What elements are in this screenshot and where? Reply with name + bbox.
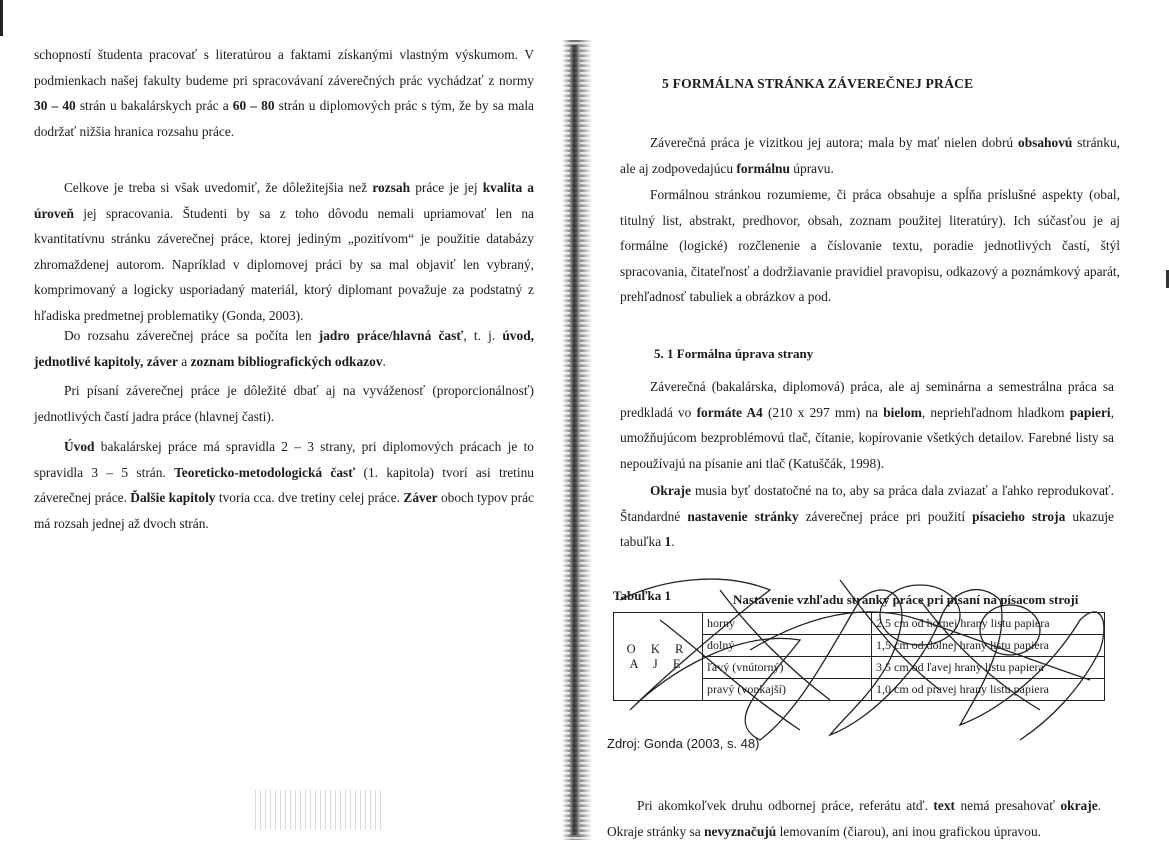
table-title: Nastavenie vzhľadu stránky práce pri písaní na písacom stroji <box>733 592 1079 607</box>
bold-run: jadro práce/hlavná časť <box>318 328 464 343</box>
bold-run: kvalita a úroveň <box>34 180 534 221</box>
text-run: musia byť dostatočné na to, aby sa práca dala zviazať a ľahko reprodukovať. Štandardné <box>620 483 1114 524</box>
text-run: ukazuje tabuľka <box>620 508 1114 549</box>
paragraph-quality <box>34 175 534 328</box>
table-caption: Tabuľka 1 <box>613 588 672 603</box>
paragraph-scope <box>34 42 534 144</box>
text-run: schopností študenta pracovať s literatúrou a faktami získanými vlastným výskumom. V podmienkach našej fakulty budeme pri spracovávaní záverečných prác vychádzať z normy <box>34 47 534 88</box>
bold-run: formálnu <box>736 160 790 176</box>
paragraph-balance <box>34 378 534 429</box>
bold-run: formáte A4 <box>696 404 763 420</box>
bold-run: 30 – 40 <box>34 98 76 113</box>
bold-run: nastavenie stránky <box>687 508 799 524</box>
bold-run: nevyznačujú <box>704 823 777 839</box>
left-page <box>0 0 560 850</box>
text-run: Pri akomkoľvek druhu odbornej práce, referátu atď. <box>637 798 934 813</box>
table-cell-value: 3,5 cm od ľavej hrany listu papiera <box>872 657 1105 679</box>
chapter-heading: 5 FORMÁLNA STRÁNKA ZÁVEREČNEJ PRÁCE <box>662 76 974 91</box>
text-run: práce je jej <box>410 180 483 195</box>
table-group-label: O K R A J E <box>614 613 703 701</box>
text-run: Záverečná (bakalárska, diplomová) práca, ale aj seminárna a semestrálna práca sa predkladá vo <box>620 379 1114 420</box>
table-row <box>614 613 1105 635</box>
paragraph-visiting-card <box>620 130 1120 181</box>
bold-run: obsahovú <box>1018 135 1073 150</box>
text-run: (210 x 297 mm) na <box>762 404 884 420</box>
bold-run: bielom <box>883 404 922 420</box>
table-cell-value: 2,5 cm od hornej hrany listu papiera <box>872 613 1105 635</box>
paragraph-formal-aspects <box>620 182 1120 310</box>
text-run: tvoria cca. dve tretiny celej práce. <box>215 490 404 505</box>
book-spine-core <box>570 45 580 835</box>
bold-run: Ďalšie kapitoly <box>130 490 216 505</box>
bold-run: papieri <box>1069 404 1111 420</box>
text-run: strán u bakalárskych prác a <box>75 98 233 113</box>
bold-run: Záver <box>403 490 438 505</box>
table-cell-side: horný <box>703 613 872 635</box>
bold-run: úvod, jednotlivé kapitoly, záver <box>34 328 534 369</box>
bold-run: text <box>933 798 955 813</box>
text-run: , t. j. <box>463 328 503 343</box>
paragraph-text-margins <box>607 793 1101 844</box>
paragraph-margins <box>620 478 1114 555</box>
bold-run: písacieho stroja <box>972 508 1066 524</box>
table-cell-side: dolný <box>703 635 872 657</box>
bold-run: Úvod <box>64 439 95 454</box>
paragraph-lengths <box>34 434 534 536</box>
text-run: . <box>671 534 675 549</box>
text-run: bakalárskej práce má spravidla 2 – 3 strany, pri diplomových prácach je to spravidla 3 – 5 strán. <box>34 439 534 480</box>
scan-bleed-through <box>255 790 385 830</box>
table-cell-value: 1,5 cm od dolnej hrany listu papiera <box>872 635 1105 657</box>
table-cell-value: 1,0 cm od pravej hrany listu papiera <box>872 679 1105 701</box>
text-run: (1. kapitola) tvorí asi tretinu záverečnej práce. <box>34 464 534 505</box>
bold-run: Teoreticko-metodologická časť <box>174 464 356 480</box>
text-run: oboch typov prác má rozsah jednej až dvoch strán. <box>34 490 534 531</box>
text-run: Záverečná práca je vizitkou jej autora; mala by mať nielen dobrú <box>650 135 1018 150</box>
text-run: lemovaním (čiarou), ani inou grafickou úpravou. <box>776 823 1041 839</box>
text-run: stránku, ale aj zodpovedajúcu <box>620 135 1120 176</box>
bold-run: zoznam bibliografických odkazov <box>190 353 383 369</box>
text-run: Pri písaní záverečnej práce je dôležité dbať aj na vyváženosť (proporcionálnosť) jednotlivých častí jadra práce (hlavnej časti). <box>34 383 534 424</box>
text-run: , umožňujúcom bezproblémovú tlač, čítanie, kopírovanie všetkých detailov. Farebné listy sa nepoužívajú na písanie ani tlač (Katuščák, 1998). <box>620 404 1114 471</box>
text-run: . Okraje stránky sa <box>607 798 1101 839</box>
table-cell-side: pravý (vonkajší) <box>703 679 872 701</box>
text-run: Do rozsahu záverečnej práce sa počíta len <box>64 328 319 343</box>
table-cell-side: ľavý (vnútorný) <box>703 657 872 679</box>
text-run: záverečnej práce pri použití <box>798 508 973 524</box>
text-run: Celkove je treba si však uvedomiť, že dôležitejšia než <box>64 180 373 195</box>
table-source-note: Zdroj: Gonda (2003, s. 48) <box>607 736 760 751</box>
bold-run: okraje <box>1060 798 1098 813</box>
bold-run: rozsah <box>372 180 411 195</box>
bold-run: Okraje <box>650 483 691 498</box>
text-run: nemá presahovať <box>954 798 1061 813</box>
text-run: , nepriehľadnom hladkom <box>921 404 1070 420</box>
section-heading: 5. 1 Formálna úprava strany <box>654 346 814 361</box>
paragraph-paper-format <box>620 374 1114 476</box>
text-run: strán u diplomových prác s tým, že by sa mala dodržať nižšia hranica rozsahu práce. <box>34 98 534 139</box>
margins-table <box>613 612 1105 701</box>
text-run: úpravu. <box>789 160 834 176</box>
text-run: . <box>382 353 386 369</box>
bold-run: 60 – 80 <box>232 98 275 113</box>
paragraph-core <box>34 323 534 374</box>
text-run: jej spracovania. Študenti by sa z toho dôvodu nemali upriamovať len na kvantitatívnu stránku záverečnej práce, ktorej jediným „pozitívom“ je použitie databázy zhromaždenej autorom. Napríklad v diplomovej práci by sa mal objaviť len vybraný, komprimovaný a logicky usporiadaný materiál, ktorý diplomant považuje za podstatný z hľadiska predmetnej problematiky (Gonda, 2003). <box>34 205 534 323</box>
text-run: Formálnou stránkou rozumieme, či práca obsahuje a spĺňa príslušné aspekty (obal, titulný list, abstrakt, predhovor, obsah, zoznam použitej literatúry). Ich súčasťou je aj formálne (logické) rozčlenenie a číslovanie textu, poradie jednotlivých častí, štýl spracovania, čitateľnosť a dodržiavanie pravidiel pravopisu, odkazový a poznámkový aparát, prehľadnosť tabuliek a obrázkov a pod. <box>620 187 1120 304</box>
text-run: a <box>177 353 191 369</box>
bold-run: 1 <box>664 534 672 549</box>
